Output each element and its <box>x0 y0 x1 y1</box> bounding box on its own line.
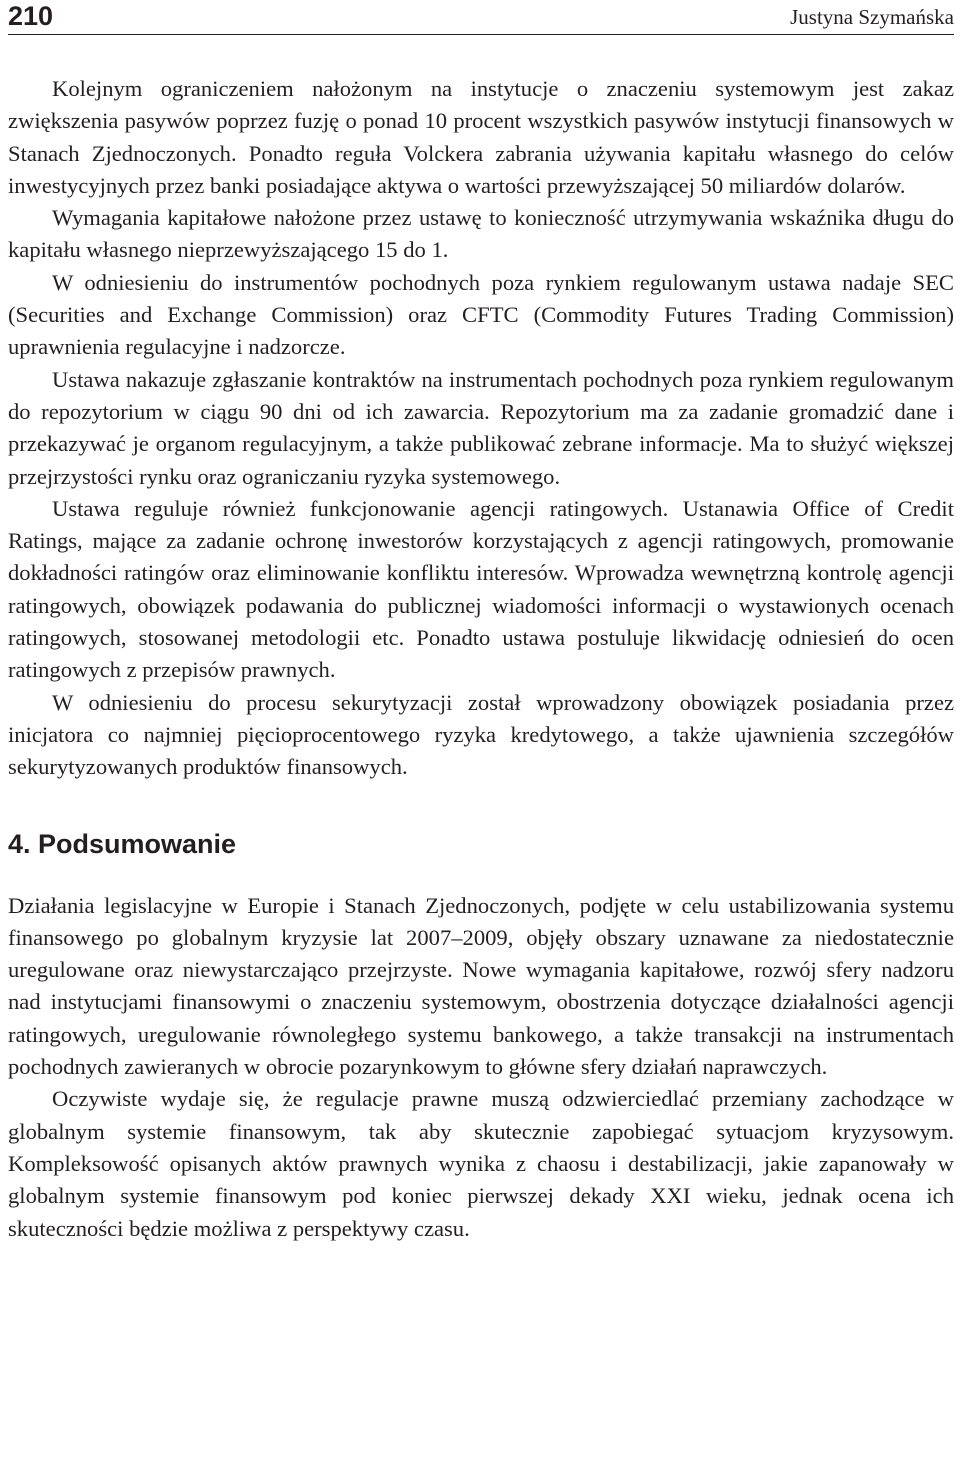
document-page <box>8 0 954 1245</box>
body-paragraph: Kolejnym ograniczeniem nałożonym na instytucje o znaczeniu systemowym jest zakaz zwiększenia pasywów poprzez fuzję o ponad 10 procent wszystkich pasywów instytucji finansowych w Stanach Zjednoczonych. Ponadto reguła Volckera zabrania używania kapitału własnego do celów inwestycyjnych przez banki posiadające aktywa o wartości przewyższającej 50 miliardów dolarów. <box>8 76 954 198</box>
body-paragraph: Ustawa reguluje również funkcjonowanie agencji ratingowych. Ustanawia Office of Credit Ratings, mające za zadanie ochronę inwestorów korzystających z agencji ratingowych, promowanie dokładności ratingów oraz eliminowanie konfliktu interesów. Wprowadza wewnętrzną kontrolę agencji ratingowych, obowiązek podawania do publicznej wiadomości informacji o wystawionych ocenach ratingowych, stosowanej metodologii etc. Ponadto ustawa postuluje likwidację odniesień do ocen ratingowych z przepisów prawnych. <box>8 495 954 683</box>
page-number: 210 <box>8 1 54 31</box>
page-body <box>8 35 954 1245</box>
body-paragraph: Ustawa nakazuje zgłaszanie kontraktów na instrumentach pochodnych poza rynkiem regulowanym do repozytorium w ciągu 90 dni od ich zawarcia. Repozytorium ma za zadanie gromadzić dane i przekazywać je organom regulacyjnym, a także publikować zebrane informacje. Ma to służyć większej przejrzystości rynku oraz ograniczaniu ryzyka systemowego. <box>8 366 954 489</box>
body-paragraph: W odniesieniu do procesu sekurytyzacji został wprowadzony obowiązek posiadania przez inicjatora co najmniej pięcioprocentowego ryzyka kredytowego, a także ujawnienia szczegółów sekurytyzowanych produktów finansowych. <box>8 689 954 780</box>
running-header <box>8 0 954 35</box>
body-paragraph: W odniesieniu do instrumentów pochodnych poza rynkiem regulowanym ustawa nadaje SEC (Securities and Exchange Commission) oraz CFTC (Commodity Futures Trading Commission) uprawnienia regulacyjne i nadzorcze. <box>8 269 954 360</box>
section-heading: 4. Podsumowanie <box>8 828 237 859</box>
body-paragraph: Wymagania kapitałowe nałożone przez ustawę to konieczność utrzymywania wskaźnika długu do kapitału własnego nieprzewyższającego 15 do 1. <box>8 205 954 263</box>
body-paragraph: Oczywiste wydaje się, że regulacje prawne muszą odzwierciedlać przemiany zachodzące w globalnym systemie finansowym, tak aby skutecznie zapobiegać sytuacjom kryzysowym. Kompleksowość opisanych aktów prawnych wynika z chaosu i destabilizacji, jakie zapanowały w globalnym systemie finansowym pod koniec pierwszej dekady XXI wieku, jednak ocena ich skuteczności będzie możliwa z perspektywy czasu. <box>8 1086 954 1241</box>
running-head-author: Justyna Szymańska <box>790 5 954 29</box>
body-paragraph: Działania legislacyjne w Europie i Stanach Zjednoczonych, podjęte w celu ustabilizowania systemu finansowego po globalnym kryzysie lat 2007–2009, objęły obszary uznawane za niedostatecznie uregulowane oraz niewystarczająco przejrzyste. Nowe wymagania kapitałowe, rozwój sfery nadzoru nad instytucjami finansowymi o znaczeniu systemowym, obostrzenia dotyczące działalności agencji ratingowych, uregulowanie równoległego systemu bankowego, a także transakcji na instrumentach pochodnych zawieranych w obrocie pozarynkowym to główne sfery działań naprawczych. <box>8 892 954 1080</box>
